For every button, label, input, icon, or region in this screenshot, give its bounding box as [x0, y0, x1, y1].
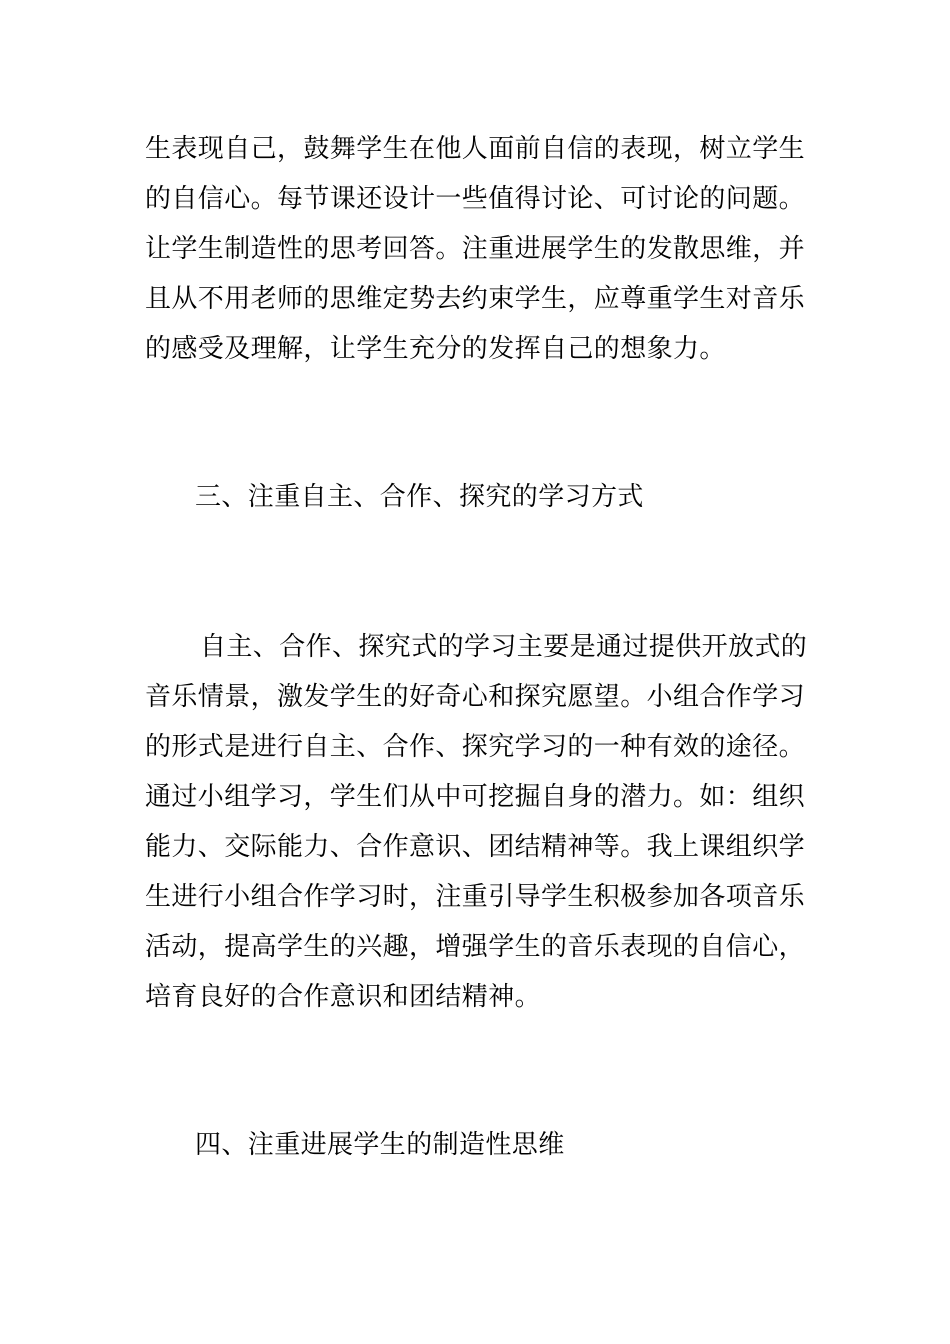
paragraph-line: 生表现自己，鼓舞学生在他人面前自信的表现，树立学生 [145, 134, 806, 164]
paragraph-line: 的感受及理解，让学生充分的发挥自己的想象力。 [145, 334, 726, 364]
paragraph-line: 能力、交际能力、合作意识、团结精神等。我上课组织学 [145, 832, 806, 862]
paragraph-line: 生进行小组合作学习时，注重引导学生积极参加各项音乐 [145, 882, 806, 912]
paragraph-line: 培育良好的合作意识和团结精神。 [145, 982, 542, 1012]
section-heading-3: 三、注重自主、合作、探究的学习方式 [195, 482, 644, 512]
paragraph-line: 让学生制造性的思考回答。注重进展学生的发散思维，并 [145, 234, 806, 264]
paragraph-line: 活动，提高学生的兴趣，增强学生的音乐表现的自信心， [145, 932, 806, 962]
paragraph-line: 音乐情景，激发学生的好奇心和探究愿望。小组合作学习 [145, 682, 806, 712]
paragraph-line: 通过小组学习，学生们从中可挖掘自身的潜力。如：组织 [145, 782, 806, 812]
paragraph-line: 的形式是进行自主、合作、探究学习的一种有效的途径。 [145, 732, 806, 762]
paragraph-line: 自主、合作、探究式的学习主要是通过提供开放式的 [200, 632, 808, 662]
paragraph-line: 的自信心。每节课还设计一些值得讨论、可讨论的问题。 [145, 184, 806, 214]
paragraph-line: 且从不用老师的思维定势去约束学生，应尊重学生对音乐 [145, 284, 806, 314]
section-heading-4: 四、注重进展学生的制造性思维 [195, 1130, 565, 1160]
